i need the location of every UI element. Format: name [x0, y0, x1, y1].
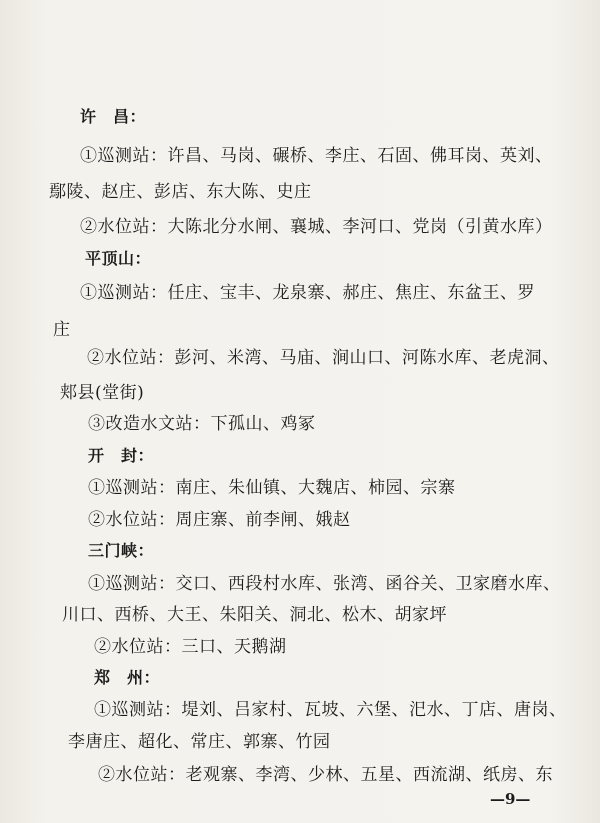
text-line: ③改造水文站：下孤山、鸡冢 — [88, 414, 316, 434]
text-line: ①巡测站：南庄、朱仙镇、大魏店、柿园、宗寨 — [88, 478, 456, 498]
text-line: 鄢陵、赵庄、彭店、东大陈、史庄 — [49, 182, 312, 202]
text-line: ②水位站：彭河、米湾、马庙、涧山口、河陈水库、老虎洞、 — [87, 348, 560, 368]
text-line: ①巡测站：堤刘、吕家村、瓦坡、六堡、汜水、丁店、唐岗、 — [94, 700, 567, 720]
region-heading-kaifeng: 开 封： — [88, 446, 155, 465]
text-line: ②水位站：三口、天鹅湖 — [94, 637, 287, 657]
text-line: ①巡测站：任庄、宝丰、龙泉寨、郝庄、焦庄、东盆王、罗 — [80, 283, 535, 303]
page-number: —9— — [490, 790, 531, 808]
text-line: ①巡测站：许昌、马岗、碾桥、李庄、石固、佛耳岗、英刘、 — [80, 146, 553, 166]
region-heading-sanmenxia: 三门峡： — [88, 541, 155, 560]
text-line: ②水位站：大陈北分水闸、襄城、李河口、党岗（引黄水库） — [80, 217, 553, 237]
region-heading-pingdingshan: 平顶山： — [85, 249, 152, 268]
text-line: 庄 — [53, 320, 71, 340]
text-line: 郏县(堂街) — [60, 383, 145, 403]
text-line: 川口、西桥、大王、朱阳关、洞北、松木、胡家坪 — [62, 605, 447, 625]
region-heading-zhengzhou: 郑 州： — [94, 668, 161, 687]
text-line: ①巡测站：交口、西段村水库、张湾、函谷关、卫家磨水库、 — [88, 574, 561, 594]
text-line: ②水位站：周庄寨、前李闸、娥赵 — [88, 510, 351, 530]
region-heading-xuchang: 许 昌： — [80, 107, 147, 126]
text-line: ②水位站：老观寨、李湾、少林、五星、西流湖、纸房、东 — [98, 765, 553, 785]
text-line: 李唐庄、超化、常庄、郭寨、竹园 — [68, 732, 331, 752]
